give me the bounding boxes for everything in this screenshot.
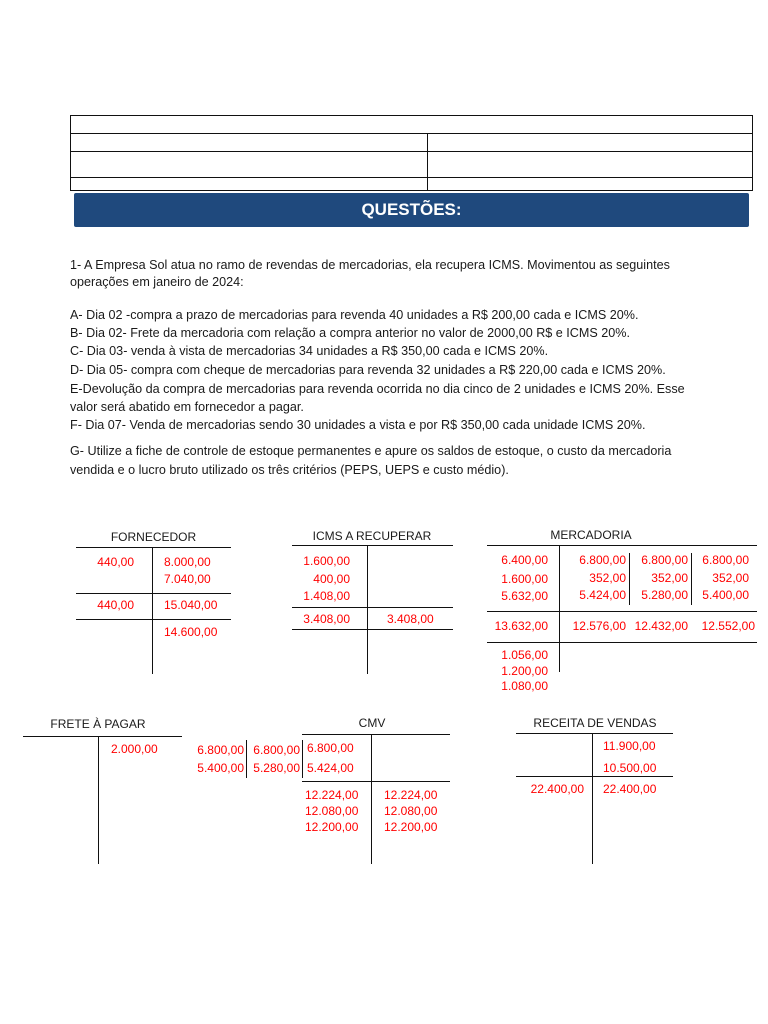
- mercadoria-debit: 1.080,00: [501, 679, 548, 693]
- operation-line: valor será abatido em fornecedor a pagar.: [70, 400, 304, 414]
- icms-top-line: [292, 545, 453, 546]
- mercadoria-debit: 1.056,00: [501, 648, 548, 662]
- mercadoria-debit: 5.632,00: [501, 589, 548, 603]
- cmv-left-ueps: 6.800,00: [253, 743, 300, 757]
- fornecedor-credit: 15.040,00: [164, 598, 218, 612]
- cmv-center-line: [371, 734, 372, 864]
- fornecedor-title: FORNECEDOR: [110, 530, 197, 544]
- mercadoria-credit-ueps: 5.280,00: [641, 588, 688, 602]
- fornecedor-debit: 440,00: [97, 598, 134, 612]
- header-row-line: [71, 151, 752, 152]
- header-col-line: [427, 133, 428, 191]
- cmv-left-col-line: [246, 740, 247, 778]
- intro-line: 1- A Empresa Sol atua no ramo de revendas de mercadorias, ela recupera ICMS. Movimentou as seguintes: [70, 258, 670, 272]
- intro-line: operações em janeiro de 2024:: [70, 275, 244, 289]
- mercadoria-debit: 1.200,00: [501, 664, 548, 678]
- frete-top-line: [23, 736, 182, 737]
- mercadoria-credit-peps: 5.424,00: [579, 588, 626, 602]
- icms-debit: 1.600,00: [303, 554, 350, 568]
- icms-credit: 3.408,00: [387, 612, 434, 626]
- frete-title: FRETE À PAGAR: [50, 717, 146, 731]
- mercadoria-credit-peps: 352,00: [589, 571, 626, 585]
- mercadoria-credit-ueps: 6.800,00: [641, 553, 688, 567]
- cmv-top-line: [302, 734, 450, 735]
- fornecedor-credit: 14.600,00: [164, 625, 218, 639]
- fornecedor-debit: 440,00: [97, 555, 134, 569]
- cmv-debit: 5.424,00: [307, 761, 354, 775]
- cmv-title: CMV: [358, 716, 386, 730]
- cmv-total-line: [302, 781, 450, 782]
- operation-line: E-Devolução da compra de mercadorias para revenda ocorrida no dia cinco de 2 unidades e ICMS 20%. Esse: [70, 382, 685, 396]
- mercadoria-title: MERCADORIA: [550, 528, 632, 542]
- icms-balance-line: [292, 629, 453, 630]
- operation-line: C- Dia 03- venda à vista de mercadorias 34 unidades a R$ 350,00 cada e ICMS 20%.: [70, 344, 549, 358]
- cmv-total-debit: 12.080,00: [305, 804, 359, 818]
- task-line: G- Utilize a fiche de controle de estoque permanentes e apure os saldos de estoque, o custo da mercadoria: [70, 444, 672, 458]
- header-row-line: [71, 177, 752, 178]
- task-line: vendida e o lucro bruto utilizado os três critérios (PEPS, UEPS e custo médio).: [70, 463, 509, 477]
- receita-credit: 22.400,00: [603, 782, 657, 796]
- receita-credit: 10.500,00: [603, 761, 657, 775]
- mercadoria-credit-medio: 5.400,00: [702, 588, 749, 602]
- mercadoria-col-line: [691, 553, 692, 605]
- icms-total-line: [292, 607, 453, 608]
- mercadoria-total-line: [487, 611, 757, 612]
- cmv-total-credit: 12.224,00: [384, 788, 438, 802]
- cmv-left-ueps: 5.280,00: [253, 761, 300, 775]
- icms-debit: 1.408,00: [303, 589, 350, 603]
- fornecedor-center-line: [152, 547, 153, 674]
- icms-title: ICMS A RECUPERAR: [312, 529, 432, 543]
- header-row-line: [71, 133, 752, 134]
- mercadoria-top-line: [487, 545, 757, 546]
- receita-total-line: [516, 776, 673, 777]
- mercadoria-center-line: [559, 545, 560, 672]
- header-table: [70, 115, 753, 191]
- mercadoria-debit: 6.400,00: [501, 553, 548, 567]
- icms-debit: 3.408,00: [303, 612, 350, 626]
- cmv-total-credit: 12.200,00: [384, 820, 438, 834]
- fornecedor-balance-line: [76, 619, 231, 620]
- cmv-left-col-line: [302, 740, 303, 778]
- cmv-total-debit: 12.200,00: [305, 820, 359, 834]
- cmv-left-peps: 6.800,00: [197, 743, 244, 757]
- cmv-left-peps: 5.400,00: [197, 761, 244, 775]
- cmv-total-debit: 12.224,00: [305, 788, 359, 802]
- operation-line: B- Dia 02- Frete da mercadoria com relação a compra anterior no valor de 2000,00 R$ e ICMS 20%.: [70, 326, 630, 340]
- receita-credit: 11.900,00: [603, 739, 656, 753]
- cmv-debit: 6.800,00: [307, 741, 354, 755]
- frete-credit: 2.000,00: [111, 742, 158, 756]
- fornecedor-total-line: [76, 593, 231, 594]
- receita-top-line: [516, 733, 673, 734]
- fornecedor-top-line: [76, 547, 231, 548]
- icms-debit: 400,00: [313, 572, 350, 586]
- receita-center-line: [592, 733, 593, 864]
- operation-line: F- Dia 07- Venda de mercadorias sendo 30 unidades a vista e por R$ 350,00 cada unidade ICMS 20%.: [70, 418, 646, 432]
- mercadoria-credit-peps: 12.576,00: [572, 619, 626, 633]
- frete-center-line: [98, 736, 99, 864]
- mercadoria-credit-peps: 6.800,00: [579, 553, 626, 567]
- mercadoria-balance-line: [487, 642, 757, 643]
- receita-title: RECEITA DE VENDAS: [533, 716, 657, 730]
- cmv-total-credit: 12.080,00: [384, 804, 438, 818]
- mercadoria-credit-medio: 6.800,00: [702, 553, 749, 567]
- mercadoria-credit-ueps: 352,00: [651, 571, 688, 585]
- mercadoria-debit: 13.632,00: [494, 619, 548, 633]
- icms-center-line: [367, 545, 368, 674]
- mercadoria-debit: 1.600,00: [501, 572, 548, 586]
- mercadoria-credit-ueps: 12.432,00: [634, 619, 688, 633]
- mercadoria-credit-medio: 12.552,00: [701, 619, 755, 633]
- operation-line: A- Dia 02 -compra a prazo de mercadorias para revenda 40 unidades a R$ 200,00 cada e ICMS 20%.: [70, 308, 639, 322]
- fornecedor-credit: 8.000,00: [164, 555, 211, 569]
- receita-debit: 22.400,00: [530, 782, 584, 796]
- operation-line: D- Dia 05- compra com cheque de mercadorias para revenda 32 unidades a R$ 220,00 cada e ICMS 20%.: [70, 363, 666, 377]
- mercadoria-credit-medio: 352,00: [712, 571, 749, 585]
- fornecedor-credit: 7.040,00: [164, 572, 211, 586]
- questions-banner: QUESTÕES:: [74, 193, 749, 227]
